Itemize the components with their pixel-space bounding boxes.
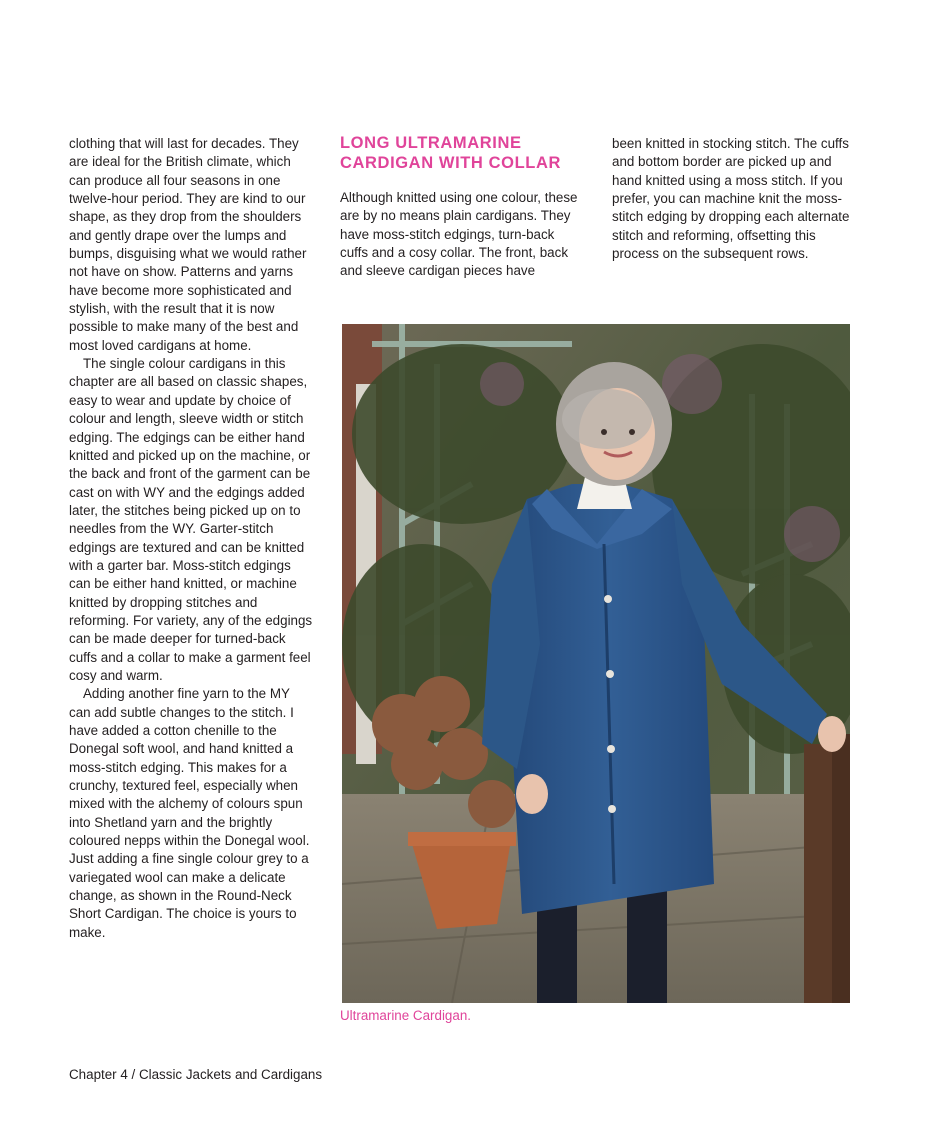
photo-caption: Ultramarine Cardigan.	[340, 1008, 471, 1023]
paragraph: been knitted in stocking stitch. The cuffs and bottom border are picked up and hand knitted using a moss stitch. If you prefer, you can machine knit the moss-stitch edging by dropping each alternate stitch and reforming, offsetting this process on the subsequent rows.	[612, 136, 850, 262]
chapter-footer: Chapter 4 / Classic Jackets and Cardigans	[69, 1067, 323, 1082]
cardigan-photo	[342, 324, 850, 1003]
paragraph: Although knitted using one colour, these are by no means plain cardigans. They have moss-stitch edgings, turn-back cuffs and a cosy collar. The front, back and sleeve cardigan pieces have	[340, 190, 578, 279]
section-heading: LONG ULTRAMARINE CARDIGAN WITH COLLAR	[340, 134, 561, 172]
paragraph: The single colour cardigans in this chapter are all based on classic shapes, easy to wear and update by choice of colour and length, sleeve width or stitch edging. The edgings can be either hand knitted and picked up on the machine, or the back and front of the garment can be cast on with WY and the edgings added later, the stitches being picked up on to needles from the WY. Garter-stitch edgings are textured and can be knitted with a garter bar. Moss-stitch edgings can be either hand knitted, or machine knitted by dropping stitches and reforming. For variety, any of the edgings can be made deeper for turned-back cuffs and a collar to make a garment feel cosy and warm.	[69, 356, 313, 683]
body-text-column-right	[612, 135, 857, 263]
body-text-column-left	[69, 135, 314, 942]
body-text-column-middle	[340, 189, 585, 281]
paragraph: clothing that will last for decades. They are ideal for the British climate, which can produce all four seasons in one twelve-hour period. They are kind to our shape, as they drop from the shoulders and gently drape over the lumps and bumps, disguising what we would rather not have on show. Patterns and yarns have become more sophisticated and stylish, with the result that it is now possible to make many of the best and most loved cardigans at home.	[69, 136, 307, 353]
paragraph: Adding another fine yarn to the MY can add subtle changes to the stitch. I have added a cotton chenille to the Donegal soft wool, and hand knitted a moss-stitch edging. This makes for a crunchy, textured feel, especially when mixed with the alchemy of colours spun into Shetland yarn and the brightly coloured nepps within the Donegal wool. Just adding a fine single colour grey to a variegated wool can make a delicate change, as shown in the Round-Neck Short Cardigan. The choice is yours to make.	[69, 686, 310, 940]
